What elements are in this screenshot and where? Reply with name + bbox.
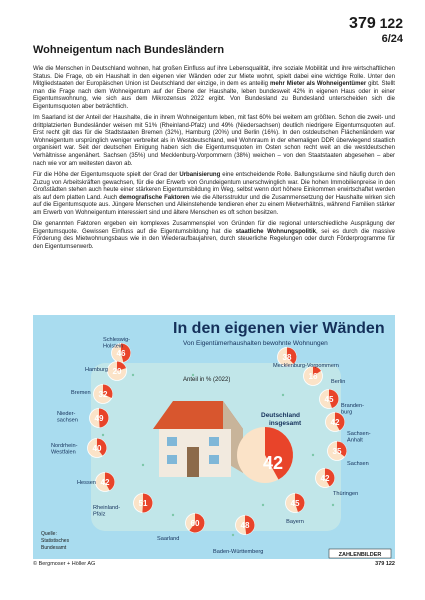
state-pie-value: 60: [190, 519, 200, 529]
infographic-svg: [33, 315, 395, 559]
state-label: Baden-Württemberg: [213, 549, 264, 555]
state-pie-value: 40: [92, 444, 102, 454]
state-pie-value: 45: [290, 499, 300, 509]
state-label: Bremen: [71, 390, 91, 396]
map-dot: [102, 434, 104, 436]
state-label: Berlin: [331, 379, 346, 385]
state-label: Holstein: [103, 343, 124, 350]
text-run: eine entscheidende Rolle. Ballungsräume sind häufig durch den Zuzug von Arbeitskräften gewachsen, für die der Erwerb von Grundeigentum unerschwinglich war. Die hohen Immobilienpreise in den Großstädten stehen auch heute einer stärkeren Eigentumsbildung im Weg, selbst wenn dort höhere Einkommen erwirtschaftet werden als auf dem platten Land. Auch: [33, 172, 395, 201]
infographic: [33, 315, 395, 559]
paragraph: [33, 221, 395, 251]
map-dot: [262, 504, 264, 506]
state-pie-value: 16: [308, 372, 318, 382]
house-window: [167, 455, 177, 464]
state-label: burg: [341, 409, 353, 416]
state-pie-value: 35: [332, 447, 342, 457]
state-label: Nieder-: [57, 411, 76, 417]
map-dot: [282, 394, 284, 396]
map-dot: [172, 514, 174, 516]
unit-label: Anteil in % (2022): [183, 377, 231, 383]
bold-run: Urbanisierung: [179, 172, 221, 179]
map-dot: [312, 454, 314, 456]
house-window: [167, 437, 177, 446]
state-label: Sachsen: [347, 461, 369, 467]
state-label: Westfalen: [51, 449, 76, 456]
state-pie-value: 51: [138, 499, 148, 509]
map-dot: [132, 374, 134, 376]
source-line: Statistisches: [41, 538, 70, 544]
state-label: Anhalt: [347, 437, 363, 444]
state-label: Sachsen-: [347, 431, 371, 437]
text-run: Die genannten Faktoren ergeben ein komplexes Zusammenspiel von Gründen für die regional unterschiedliche Ausprägung der Eigentumsquote. Gewissen Einfluss auf die Eigentumsbildung hat die: [33, 221, 395, 235]
state-pie-value: 42: [100, 478, 110, 488]
paragraph: [33, 115, 395, 168]
state-label: Schleswig-: [103, 337, 131, 343]
state-label: sachsen: [57, 417, 78, 424]
state-pie-value: 49: [94, 414, 104, 424]
state-label: Pfalz: [93, 511, 106, 518]
body-text: [33, 66, 395, 256]
infographic-title: In den eigenen vier Wänden: [173, 320, 385, 337]
footer-code: 379 122: [375, 561, 395, 567]
code-suffix: 122: [379, 15, 403, 31]
state-pie-value: 38: [282, 353, 292, 363]
state-pie-value: 45: [324, 395, 334, 405]
paragraph: [33, 66, 395, 111]
house-door: [187, 447, 199, 477]
center-label: Deutschland: [261, 412, 301, 419]
bold-run: mehr Mieter als Wohneigentümer: [270, 81, 367, 88]
text-run: Wie die Menschen in Deutschland wohnen, hat großen Einfluss auf ihre Lebensqualität, ihre soziale Mobilität und ihre wirtschaftlichen Status. Die Frage, ob ein Haushalt in den eigenen vier Wänden oder zur Miete wohnt, spielt dabei eine wichtige Rolle. Unter den Mitgliedstaaten der Europäischen Union ist Deutschland der einzige, in dem es anteilig: [33, 66, 395, 88]
document-code: [349, 16, 403, 45]
text-run: Für die Höhe der Eigentumsquote spielt der Grad der: [33, 172, 180, 179]
state-pie-value: 42: [320, 474, 330, 484]
state-pie-value: 48: [240, 521, 250, 531]
text-run: gibt. Stellt man die Frage nach dem Wohneigentum auf der Ebene der Haushalte, leben bundesweit 42% in eigenen Haus oder in einer Eigentumswohnung, wie sich aus dem Mikrozensus 2022 ergibt. Von Bundesland zu Bundesland unterscheiden sich die Eigentumsquoten aber beträchtlich.: [33, 81, 395, 110]
state-pie-value: 20: [112, 367, 122, 377]
paragraph: [33, 172, 395, 217]
state-label: Nordrhein-: [51, 443, 78, 449]
center-label-line2: insgesamt: [269, 420, 302, 427]
bold-run: demografische Faktoren: [119, 194, 190, 201]
code-main: 379: [349, 15, 376, 32]
source-line: Bundesamt: [41, 545, 67, 551]
state-pie-value: 46: [116, 349, 126, 359]
source-label: Quelle:: [41, 531, 57, 537]
state-label: Rheinland-: [93, 505, 121, 511]
state-label: Thüringen: [333, 491, 359, 497]
brand-label: ZAHLENBILDER: [338, 552, 382, 558]
code-sub: 6/24: [381, 33, 403, 45]
bold-run: staatliche Wohnungspolitik: [235, 228, 317, 235]
center-value: 42: [262, 453, 284, 473]
state-label: Branden-: [341, 403, 365, 409]
state-label: Mecklenburg-Vorpommern: [273, 363, 339, 369]
text-run: Im Saarland ist der Anteil der Haushalte, die in ihrem Wohneigentum leben, mit fast 60% bei weitem am größten. Schon die zweit- und drittplatzierten Bundesländer weisen mit 51% (Rheinland-Pfalz) und 49% (Niedersachsen) deutlich niedrigere Eigentumsquoten auf. Erst recht gilt das für die Stadtstaaten Bremen (32%), Hamburg (20%) und Berlin (16%). In den ostdeutschen Flächenländern war Wohneigentum ursprünglich weniger verbreitet als in Westdeutschland, weil Wohnraum in der ehemaligen DDR überwiegend staatlich organisiert war. Seit der deutschen Einigung haben sich die Eigentumsquoten im Osten schon recht weit an die westdeutschen Verhältnisse angenähert. Sachsen (35%) und Mecklenburg-Vorpommern (38%) weichen – von den Staatstaaten abgesehen – aber nach wie vor am weitesten davon ab.: [33, 115, 395, 167]
state-pie-value: 32: [98, 390, 108, 400]
state-label: Bayern: [286, 519, 304, 525]
map-dot: [142, 464, 144, 466]
state-label: Hessen: [77, 480, 96, 486]
text-run: , sei es durch die massive Förderung des Mietwohnungsbaus wie in den Wiederaufbaujahren, durch steuerliche Regelungen oder durch Förderprogramme für den Eigentumserwerb.: [33, 228, 395, 251]
map-dot: [232, 534, 234, 536]
state-pie-value: 42: [330, 418, 340, 428]
house-window: [209, 437, 219, 446]
state-label: Saarland: [157, 536, 180, 542]
copyright: © Bergmoser + Höller AG: [33, 561, 96, 567]
map-dot: [332, 504, 334, 506]
text-run: wie die Altersstruktur und die Zusammensetzung der Haushalte wirken sich auf die Eigentumsquote aus. Jüngere Menschen und Alleinstehende tendieren eher zu einem Mietverhältnis, während Familien stärker am Erwerb von Wohneigentum interessiert sind und ältere Menschen es oft schon besitzen.: [33, 194, 395, 216]
state-label: Hamburg: [85, 367, 109, 373]
page-title: Wohneigentum nach Bundesländern: [33, 44, 225, 56]
map-dot: [192, 374, 194, 376]
house-window: [209, 455, 219, 464]
infographic-subtitle: Von Eigentümerhaushalten bewohnte Wohnungen: [183, 340, 328, 347]
